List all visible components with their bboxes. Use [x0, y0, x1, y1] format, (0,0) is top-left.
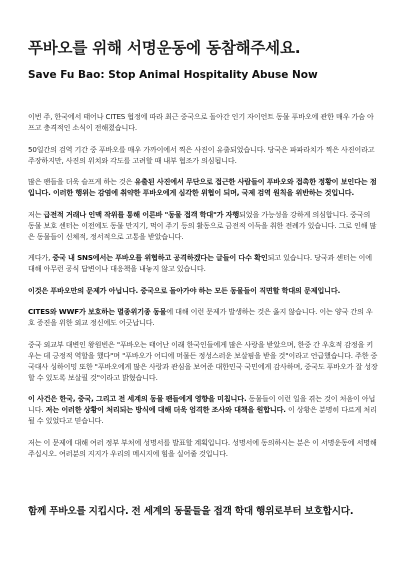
- emphasized-text: 저는 이러한 상황이 처리되는 방식에 대해 더욱 엄격한 조사와 대책을 원합니다.: [45, 405, 286, 414]
- paragraph-text: 중국 외교부 대변인 왕원빈은 "푸바오는 태어난 이래 한국인들에게 많은 사랑을 받았으며, 한중 간 우호적 감정을 키우는 데 긍정적 역할을 했다"며 "푸바오가 어디에 머물든 정성스러운 보살핌을 받을 것"이라고 언급했습니다. 주한 중국대사 싱하이밍 또한 "푸바오에게 많은 사랑과 관심을 보여준 대한민국 국민에게 감사하며, 중국도 푸바오가 잘 성장할 수 있도록 보살필 것"이라고 밝혔습니다.: [28, 339, 378, 382]
- paragraph-text: 동물들이 이런 일을 겪는 것이 처음이 아닙니다.: [28, 394, 376, 414]
- body-paragraph: [28, 111, 379, 133]
- paragraph-text: 많은 팬들을 더욱 슬프게 하는 것은: [28, 177, 135, 186]
- emphasized-text: 이 사건은 한국, 중국, 그리고 전 세계의 동물 팬들에게 영향을 미칩니다.: [28, 394, 247, 403]
- body-paragraph: [28, 339, 379, 383]
- body-paragraph: [28, 285, 379, 296]
- paragraph-text: 되었을 가능성을 강하게 의심합니다. 중국의 동물 보호 센터는 이전에도 동물 만지기, 먹이 주기 등의 활동으로 금전적 이득을 취한 전례가 있습니다. 그로 인해 많은 동물들이 신체적, 정서적으로 고통을 받았습니다.: [28, 209, 377, 241]
- body-paragraph: [28, 306, 379, 328]
- closing-statement: 함께 푸바오를 지킵시다. 전 세계의 동물들을 접객 학대 행위로부터 보호합시다.: [28, 506, 354, 517]
- paragraph-text: 이 상황은 분명히 다르게 처리될 수 있었다고 믿습니다.: [28, 405, 377, 425]
- paragraph-text: 되고 있습니다. 당국과 센터는 이에 대해 아무런 공식 답변이나 대응책을 내놓지 않고 있습니다.: [28, 253, 372, 273]
- paragraph-text: 에 대해 이런 문제가 발생하는 것은 옳지 않습니다. 이는 양국 간의 우호 증진을 위한 외교 정신에도 어긋납니다.: [28, 307, 373, 327]
- document-title: 푸바오를 위해 서명운동에 동참해주세요.: [28, 39, 301, 57]
- emphasized-text: 급전적 거래나 인맥 작위를 통해 이른바 "동물 접객 학대"가 자행: [43, 209, 240, 219]
- body-paragraph: [28, 144, 379, 166]
- body-paragraph: [28, 176, 379, 198]
- emphasized-text: CITES와 WWF가 보호하는 멸종위기종 동물: [28, 307, 167, 316]
- emphasized-text: 유출된 사진에서 무단으로 접근한 사람들이 푸바오와 접촉한 정황이 보인다는 점입니다. 이러한 행위는 감염에 취약한 푸바오에게 심각한 위협이 되며, 국제 검역 원칙을 위반하는 것입니다.: [28, 177, 377, 197]
- paragraph-text: 50일간의 검역 기간 중 푸바오를 매우 가까이에서 찍은 사진이 유출되었습니다. 당국은 파파라치가 찍은 사진이라고 주장하지만, 사진의 위치와 각도를 고려할 때 내부 협조가 의심됩니다.: [28, 144, 375, 165]
- body-paragraph: [28, 437, 379, 459]
- paragraph-text: 저는: [28, 209, 44, 219]
- body-paragraph: [28, 252, 379, 274]
- emphasized-text: 중국 내 SNS에서는 푸바오를 위협하고 공격하겠다는 글들이 다수 확인: [52, 253, 268, 262]
- body-paragraph: [28, 393, 379, 426]
- document-subtitle: Save Fu Bao: Stop Animal Hospitality Abuse Now: [28, 69, 318, 81]
- paragraph-text: 게다가,: [28, 253, 53, 262]
- emphasized-text: 이것은 푸바오만의 문제가 아닙니다. 중국으로 돌아가야 하는 모든 동물들이 직면할 학대의 문제입니다.: [28, 285, 341, 295]
- body-paragraph: [28, 209, 379, 242]
- paragraph-text: 이번 주, 한국에서 태어나 CITES 협정에 따라 최근 중국으로 돌아간 인기 자이언트 동물 푸바오에 관한 매우 가슴 아프고 충격적인 소식이 전해졌습니다.: [28, 112, 374, 132]
- paragraph-text: 저는 이 문제에 대해 여러 정부 부처에 성명서를 발표할 계획입니다. 성명서에 동의하시는 분은 이 서명운동에 서명해 주십시오. 여러분의 지지가 우리의 메시지에 힘을 실어줄 것입니다.: [28, 437, 377, 458]
- document-body: [28, 111, 379, 459]
